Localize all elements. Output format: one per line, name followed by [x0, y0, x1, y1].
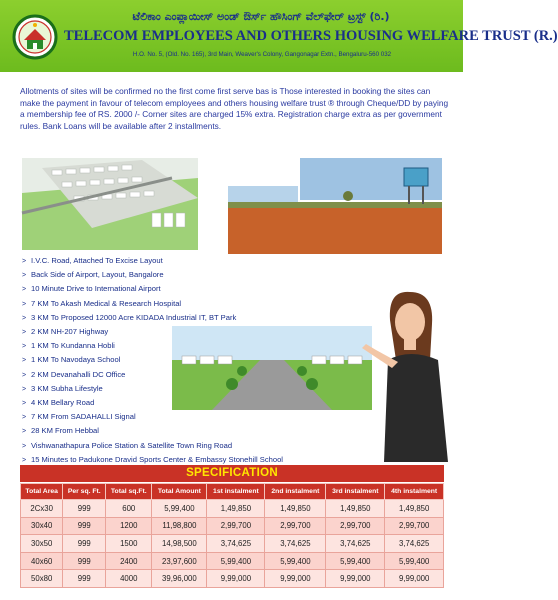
table-row: [21, 570, 444, 588]
feature-text: I.V.C. Road, Attached To Excise Layout: [31, 256, 163, 265]
table-row: [21, 500, 444, 518]
table-cell: 3,74,625: [265, 535, 326, 553]
feature-text: 7 KM To Akash Medical & Research Hospital: [31, 298, 182, 308]
chevron-right-icon: >: [22, 343, 27, 351]
chevron-right-icon: >: [22, 414, 27, 422]
feature-text: 10 Minute Drive to International Airport: [31, 284, 161, 294]
table-header-row: [21, 484, 444, 500]
trust-title: TELECOM EMPLOYEES AND OTHERS HOUSING WELFARE TRUST (R.): [64, 28, 558, 44]
table-cell: 30x40: [21, 517, 63, 535]
column-header: 3rd instalment: [326, 484, 385, 500]
table-cell: 2,99,700: [207, 517, 265, 535]
layout-render-image: [22, 158, 198, 250]
table-row: [21, 517, 444, 535]
chevron-right-icon: >: [22, 442, 27, 450]
column-header: Total Amount: [152, 484, 207, 500]
table-body: [21, 500, 444, 588]
table-cell: 9,99,000: [265, 570, 326, 588]
table-cell: 23,97,600: [152, 552, 207, 570]
feature-text: 15 Minutes to Padukone Dravid Sports Center & Embassy Stonehill School: [31, 454, 283, 464]
table-cell: 4000: [106, 570, 152, 588]
site-field-photo: [228, 158, 442, 254]
feature-text: 3 KM Subha Lifestyle: [31, 383, 103, 393]
column-header: Per sq. Ft.: [63, 484, 106, 500]
feature-text: 1 KM To Navodaya School: [31, 355, 121, 365]
road-render-image: [172, 326, 372, 410]
chevron-right-icon: >: [22, 286, 27, 294]
table-cell: 5,99,400: [207, 552, 265, 570]
feature-text: Vishwanathapura Police Station & Satellite Town Ring Road: [31, 440, 233, 450]
table-cell: 3,74,625: [385, 535, 444, 553]
table-cell: 2,99,700: [265, 517, 326, 535]
specification-table: [20, 483, 444, 588]
chevron-right-icon: >: [22, 300, 27, 308]
table-cell: 50x80: [21, 570, 63, 588]
feature-item: [22, 254, 283, 268]
table-cell: 5,99,400: [152, 500, 207, 518]
feature-text: 2 KM Devanahalli DC Office: [31, 369, 126, 379]
specification-title: SPECIFICATION: [20, 465, 444, 482]
table-cell: 1200: [106, 517, 152, 535]
table-cell: 2400: [106, 552, 152, 570]
feature-text: 28 KM From Hebbal: [31, 426, 99, 436]
table-cell: 11,98,800: [152, 517, 207, 535]
feature-item: [22, 439, 283, 453]
column-header: 4th instalment: [385, 484, 444, 500]
presenter-woman-image: [360, 290, 456, 462]
feature-text: 4 KM Bellary Road: [31, 398, 95, 408]
table-cell: 1,49,850: [385, 500, 444, 518]
chevron-right-icon: >: [22, 385, 27, 393]
table-cell: 9,99,000: [207, 570, 265, 588]
column-header: Total Area: [21, 484, 63, 500]
feature-item: [22, 297, 283, 311]
table-cell: 999: [63, 500, 106, 518]
table-cell: 14,98,500: [152, 535, 207, 553]
table-cell: 2,99,700: [385, 517, 444, 535]
column-header: Total sq.Ft.: [106, 484, 152, 500]
table-cell: 5,99,400: [326, 552, 385, 570]
header-banner: [0, 0, 558, 72]
table-cell: 1,49,850: [326, 500, 385, 518]
table-cell: 3,74,625: [326, 535, 385, 553]
table-cell: 1,49,850: [265, 500, 326, 518]
chevron-right-icon: >: [22, 314, 27, 322]
table-row: [21, 552, 444, 570]
intro-paragraph: Allotments of sites will be confirmed no the first come first serve bas is Those interested in booking the sites can make the payment in favour of telecom employees and others housing welfare trust ® through Cheque/DD by paying a membership fee of RS. 2000 /- Corner sites are charged 15% extra. Registration charge extra as per government rules. Bank Loans will be available after 2 installments.: [20, 86, 449, 131]
table-cell: 3,74,625: [207, 535, 265, 553]
feature-item: [22, 268, 283, 282]
feature-text: Back Side of Airport, Layout, Bangalore: [31, 270, 164, 280]
table-cell: 5,99,400: [385, 552, 444, 570]
feature-text: 7 KM From SADAHALLI Signal: [31, 412, 136, 422]
feature-item: [22, 424, 283, 438]
feature-item: [22, 311, 283, 325]
chevron-right-icon: >: [22, 329, 27, 337]
chevron-right-icon: >: [22, 272, 27, 280]
table-cell: 39,96,000: [152, 570, 207, 588]
table-cell: 999: [63, 552, 106, 570]
column-header: 1st instalment: [207, 484, 265, 500]
feature-text: 2 KM NH-207 Highway: [31, 327, 109, 337]
trust-address: H.O. No. 5, (Old. No. 165), 3rd Main, Weaver's Colony, Gangonagar Extn., Bengaluru-560 032: [132, 51, 392, 58]
feature-item: [22, 282, 283, 296]
table-cell: 2,99,700: [326, 517, 385, 535]
feature-text: 1 KM To Kundanna Hobli: [31, 341, 115, 351]
trust-logo: [12, 14, 58, 60]
table-cell: 600: [106, 500, 152, 518]
chevron-right-icon: >: [22, 258, 27, 265]
table-cell: 2Cx30: [21, 500, 63, 518]
table-cell: 9,99,000: [326, 570, 385, 588]
chevron-right-icon: >: [22, 357, 27, 365]
table-cell: 999: [63, 535, 106, 553]
table-cell: 9,99,000: [385, 570, 444, 588]
feature-text: 3 KM To Proposed 12000 Acre KIDADA Industrial IT, BT Park: [31, 312, 237, 322]
table-row: [21, 535, 444, 553]
feature-item: [22, 410, 283, 424]
table-cell: 40x60: [21, 552, 63, 570]
chevron-right-icon: >: [22, 371, 27, 379]
table-cell: 1,49,850: [207, 500, 265, 518]
chevron-right-icon: >: [22, 456, 27, 464]
table-cell: 30x50: [21, 535, 63, 553]
table-cell: 5,99,400: [265, 552, 326, 570]
table-cell: 1500: [106, 535, 152, 553]
table-cell: 999: [63, 517, 106, 535]
column-header: 2nd instalment: [265, 484, 326, 500]
chevron-right-icon: >: [22, 428, 27, 436]
kannada-title: ಟೆಲಿಕಾಂ ಎಂಪ್ಲಾಯೀಸ್ ಅಂಡ್ ಔರ್ಸ್ ಹೌಸಿಂಗ್ ವೆಲ್‌ಫೇರ್ ಟ್ರಸ್ಟ್ (ರಿ.): [132, 10, 390, 23]
table-cell: 999: [63, 570, 106, 588]
chevron-right-icon: >: [22, 400, 27, 408]
